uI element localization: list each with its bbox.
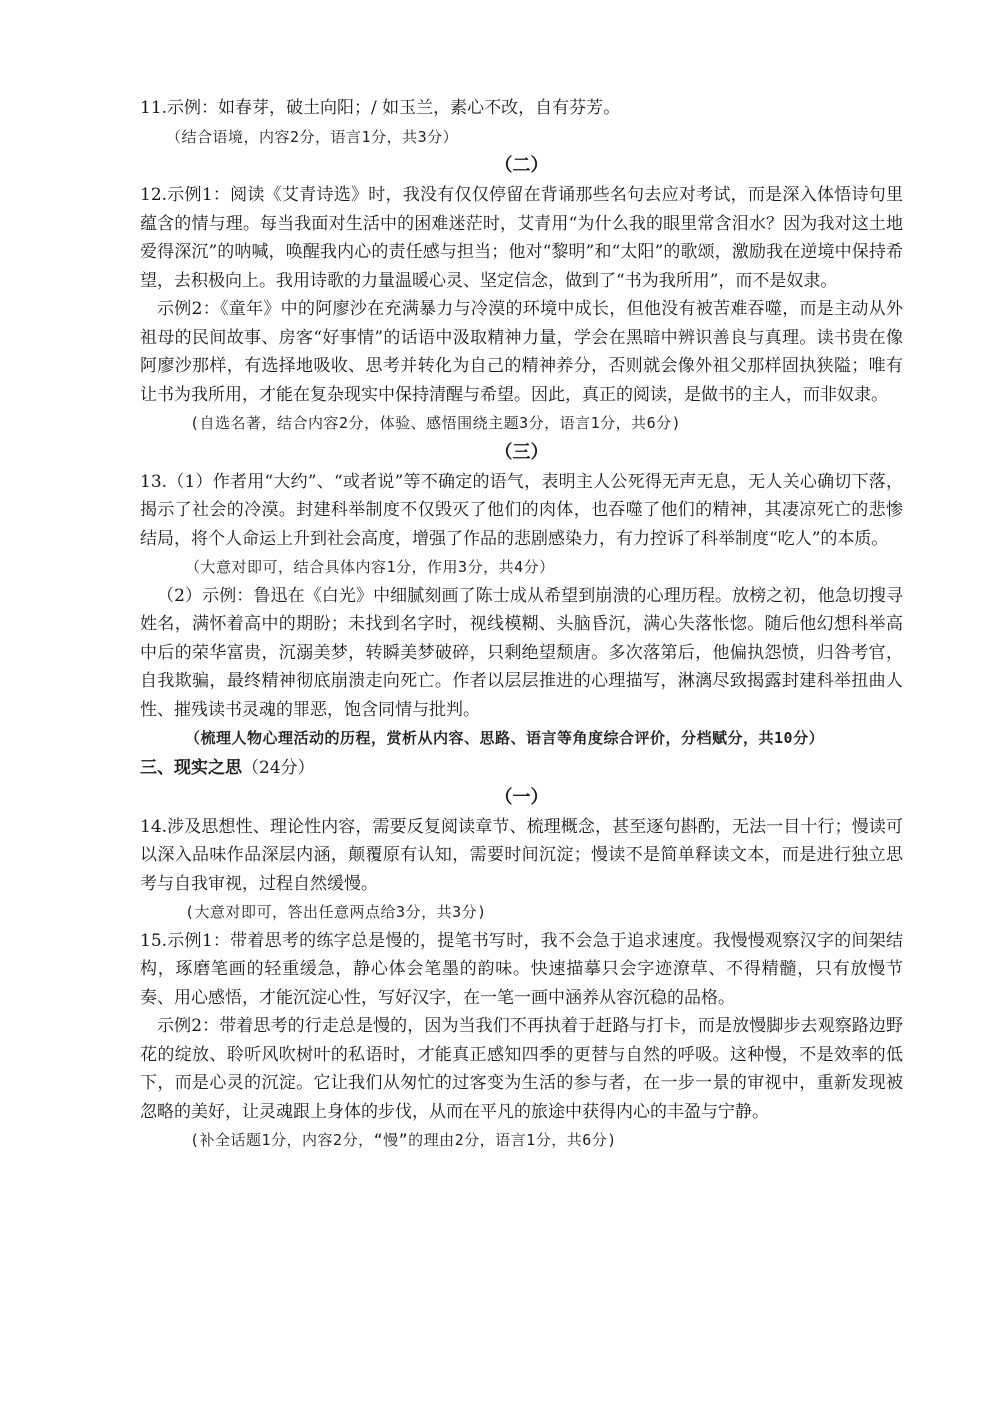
q12-scoring-note: (自选名著，结合内容2分，体验、感悟围绕主题3分，语言1分，共6分) [190,414,682,432]
section-heading-3-1: （一） [494,786,549,808]
q14-scoring-note: (大意对即可，答出任意两点给3分，共3分) [185,903,487,921]
answer-key-page [140,94,903,1155]
section-heading-2: （二） [494,155,549,176]
q13-part-1-scoring-note: （大意对即可，结合具体内容1分，作用3分，共4分） [185,558,555,576]
q15-example-2: 示例2：带着思考的行走总是慢的，因为当我们不再执着于赶路与打卡，而是放慢脚步去观察路边野花的绽放、聆听风吹树叶的私语时，才能真正感知四季的更替与自然的呼吸。这种慢，不是效率的低下，而是心灵的沉淀。它让我们从匆忙的过客变为生活的参与者，在一步一景的审视中，重新发现被忽略的美好，让灵魂跟上身体的步伐，从而在平凡的旅途中获得内心的丰盈与宁静。 [140,1016,903,1122]
part-three-score: （24分） [242,757,315,778]
q12-example-1: 12.示例1：阅读《艾青诗选》时，我没有仅仅停留在背诵那些名句去应对考试，而是深入体悟诗句里蕴含的情与理。每当我面对生活中的困难迷茫时，艾青用“为什么我的眼里常含泪水？因为我对这土地爱得深沉”的呐喊，唤醒我内心的责任感与担当；他对“黎明”和“太阳”的歌颂，激励我在逆境中保持希望，去积极向上。我用诗歌的力量温暖心灵、坚定信念，做到了“书为我所用”，而不是奴隶。 [140,185,903,291]
part-three-label: 三、现实之思 [140,757,242,778]
section-heading-3: （三） [494,441,549,463]
q11-answer: 11.示例：如春芽，破土向阳；/ 如玉兰，素心不改，自有芬芳。 [140,98,621,118]
q15-scoring-note: (补全话题1分，内容2分，“慢”的理由2分，语言1分，共6分) [190,1131,617,1149]
q13-part-2: （2）示例：鲁迅在《白光》中细腻刻画了陈士成从希望到崩溃的心理历程。放榜之初，他急切搜寻姓名，满怀着高中的期盼；未找到名字时，视线模糊、头脑昏沉，满心失落怅惚。随后他幻想科举高中后的荣华富贵，沉溺美梦，转瞬美梦破碎，只剩绝望颓唐。多次落第后，他偏执怨愤，归咎考官，自我欺骗，最终精神彻底崩溃走向死亡。作者以层层推进的心理描写，淋漓尽致揭露封建科举扭曲人性、摧残读书灵魂的罪恶，饱含同情与批判。 [140,585,903,720]
q12-example-2: 示例2：《童年》中的阿廖沙在充满暴力与冷漠的环境中成长，但他没有被苦难吞噬，而是主动从外祖母的民间故事、房客“好事情”的话语中汲取精神力量，学会在黑暗中辨识善良与真理。读书贵在像阿廖沙那样，有选择地吸收、思考并转化为自己的精神养分，否则就会像外祖父那样固执狭隘；唯有让书为我所用，才能在复杂现实中保持清醒与希望。因此，真正的阅读，是做书的主人，而非奴隶。 [140,299,903,405]
q15-example-1: 15.示例1：带着思考的练字总是慢的，提笔书写时，我不会急于追求速度。我慢慢观察汉字的间架结构，琢磨笔画的轻重缓急，静心体会笔墨的韵味。快速描摹只会字迹潦草、不得精髓，只有放慢节奏、用心感悟，才能沉淀心性，写好汉字，在一笔一画中涵养从容沉稳的品格。 [140,930,903,1008]
part-three-title [140,753,903,783]
q11-scoring-note: （结合语境，内容2分，语言1分，共3分） [166,127,459,146]
q13-part-2-scoring-note: （梳理人物心理活动的历程，赏析从内容、思路、语言等角度综合评价，分档赋分，共10分） [185,729,825,747]
q14-answer: 14.涉及思想性、理论性内容，需要反复阅读章节、梳理概念，甚至逐句斟酌，无法一目十行；慢读可以深入品味作品深层内涵，颠覆原有认知，需要时间沉淀；慢读不是简单释读文本，而是进行独立思考与自我审视，过程自然缓慢。 [140,816,903,894]
q13-part-1: 13.（1）作者用“大约”、“或者说”等不确定的语气，表明主人公死得无声无息，无人关心确切下落，揭示了社会的冷漠。封建科举制度不仅毁灭了他们的肉体，也吞噬了他们的精神，其凄凉死亡的悲惨结局，将个人命运上升到社会高度，增强了作品的悲剧感染力，有力控诉了科举制度“吃人”的本质。 [140,471,903,549]
